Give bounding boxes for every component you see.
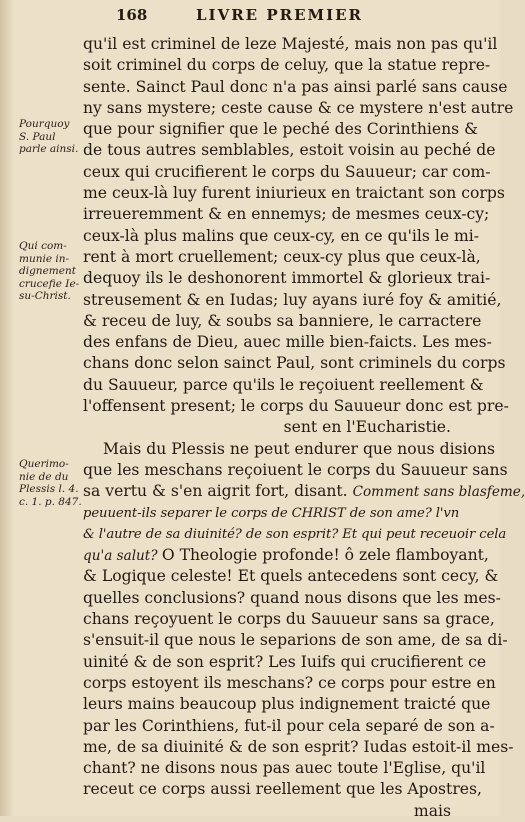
text-line: ny sans mystere; ceste cause & ce mystere n'est autre: [83, 98, 514, 117]
text-line: sent en l'Eucharistie.: [283, 418, 451, 437]
margin-note-line: c. 1. p. 847.: [19, 495, 82, 508]
body-text: [83, 34, 525, 822]
margin-note: [19, 118, 83, 156]
text-line: leurs mains beaucoup plus indignement traicté que: [83, 695, 491, 714]
margin-note-line: nie de du: [19, 470, 69, 483]
margin-note: [19, 240, 83, 303]
text-line: que les meschans reçoiuent le corps du Sauueur sans: [83, 460, 508, 479]
text-line-italic: & l'autre de sa diuinité? de son esprit? Et qui peut receuoir cela: [83, 526, 507, 542]
text-line: corps estoyent ils meschans? ce corps pour estre en: [83, 673, 496, 692]
margin-note: [19, 458, 83, 508]
roman-span: sa vertu & s'en aigrit fort, disant.: [83, 482, 353, 501]
text-line: me, de sa diuinité & de son esprit? Iudas estoit-il mes-: [83, 737, 514, 756]
margin-note-line: munie in-: [19, 252, 70, 265]
text-line-mixed: [83, 545, 489, 566]
text-line: chans reçoyuent le corps du Sauueur sans sa grace,: [83, 610, 495, 629]
text-line: ceux qui crucifierent le corps du Sauueur; car com-: [83, 162, 491, 181]
text-line-mixed: [83, 481, 525, 502]
roman-span: O Theologie profonde! ô zele flamboyant,: [161, 546, 489, 565]
text-line: me ceux-là luy furent iniurieux en traictant son corps: [83, 184, 505, 203]
text-line: que pour signifier que le peché des Corinthiens &: [83, 120, 479, 139]
running-title: LIVRE PREMIER: [196, 6, 364, 24]
text-line: soit criminel du corps de celuy, que la statue repre-: [83, 56, 491, 75]
text-line: rent à mort cruellement; ceux-cy plus que ceux-là,: [83, 247, 481, 266]
text-line: uinité & de son esprit? Les Iuifs qui crucifierent ce: [83, 652, 487, 671]
italic-span: qu'a salut?: [83, 548, 162, 565]
catchword: mais: [413, 801, 451, 820]
margin-note-line: Querimo-: [19, 458, 69, 470]
text-line: s'ensuit-il que nous le separions de son ame, de sa di-: [83, 631, 508, 650]
text-line: l'offensent present; le corps du Sauueur donc est pre-: [83, 397, 509, 416]
text-line: quelles conclusions? quand nous disons que les mes-: [83, 588, 501, 607]
page-number: 168: [116, 6, 148, 24]
text-line: par les Corinthiens, fut-il pour cela separé de son a-: [83, 716, 495, 735]
margin-note-line: parle ainsi.: [19, 143, 79, 155]
text-line: streusement & en Iudas; luy ayans iuré foy & amitié,: [83, 290, 502, 309]
margin-note-line: crucefie Ie-: [19, 277, 80, 290]
text-line-italic: peuuent-ils separer le corps de CHRIST de son ame? l'vn: [83, 505, 460, 521]
text-line: chant? ne disons nous pas auec toute l'Eglise, qu'il: [83, 759, 486, 778]
margin-note-line: Plessis l. 4.: [19, 483, 79, 495]
text-line: irreueremment & en ennemys; de mesmes ceux-cy;: [83, 205, 490, 224]
text-line: Mais du Plessis ne peut endurer que nous disions: [103, 439, 495, 458]
margin-note-line: Pourquoy: [19, 118, 70, 130]
text-line: sente. Sainct Paul donc n'a pas ainsi parlé sans cause: [83, 77, 508, 96]
italic-span: Comment sans blasfeme,: [352, 484, 525, 501]
margin-note-line: dignement: [19, 265, 76, 277]
margin-note-line: S. Paul: [19, 130, 56, 143]
text-line: de tous autres semblables, estoit voisin au peché de: [83, 141, 496, 160]
text-line: qu'il est criminel de leze Majesté, mais non pas qu'il: [83, 35, 498, 53]
text-line: & receu de luy, & soubs sa banniere, le carractere: [83, 311, 482, 330]
text-line: ceux-là plus malins que ceux-cy, en ce qu'ils le mi-: [83, 226, 480, 245]
text-line: des enfans de Dieu, auec mille bien-faicts. Les mes-: [83, 333, 492, 352]
text-line: dequoy ils le deshonorent immortel & glorieux trai-: [83, 269, 491, 288]
text-line: chans donc selon sainct Paul, sont criminels du corps: [83, 354, 506, 373]
margin-note-line: Qui com-: [19, 240, 67, 252]
text-line: receut ce corps aussi reellement que les Apostres,: [83, 780, 482, 799]
text-line: & Logique celeste! Et quels antecedens sont cecy, &: [83, 567, 499, 586]
text-line: du Sauueur, parce qu'ils le reçoiuent reellement &: [83, 375, 484, 394]
margin-note-line: su-Christ.: [19, 290, 71, 302]
